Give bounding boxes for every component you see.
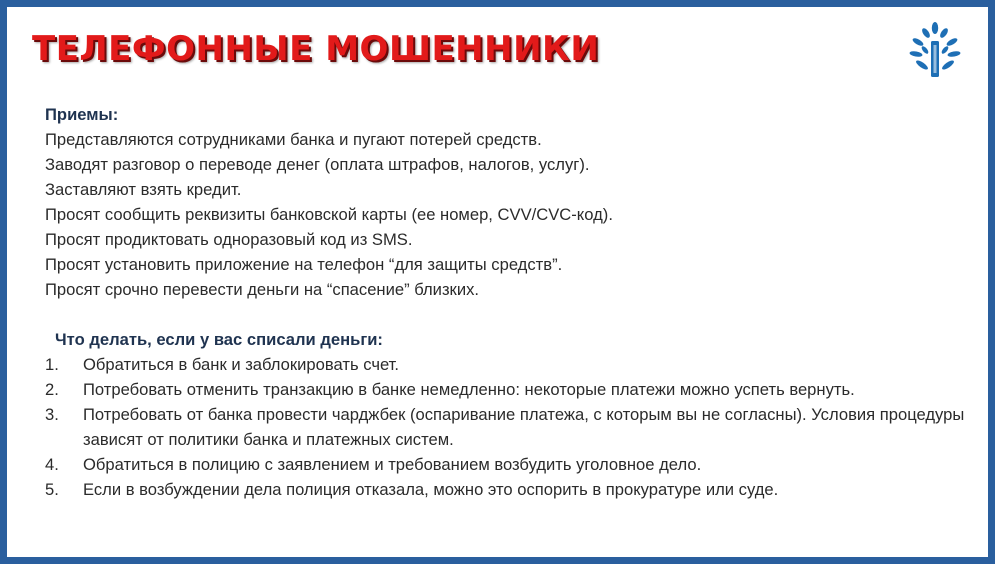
step-text: Обратиться в полицию с заявлением и требованием возбудить уголовное дело. <box>83 455 702 474</box>
method-item: Просят продиктовать одноразовый код из SMS. <box>45 230 413 249</box>
step-number: 5. <box>45 480 59 499</box>
action-step <box>45 402 965 452</box>
action-step <box>45 352 965 377</box>
action-step <box>45 377 965 402</box>
actions-list <box>45 352 965 502</box>
step-text: Обратиться в банк и заблокировать счет. <box>83 355 400 374</box>
slide-title: ТЕЛЕФОННЫЕ МОШЕННИКИ <box>32 29 600 69</box>
slide-content <box>45 102 965 502</box>
method-item: Заставляют взять кредит. <box>45 180 242 199</box>
method-item: Просят установить приложение на телефон “для защиты средств”. <box>45 255 563 274</box>
step-text: Потребовать от банка провести чарджбек (оспаривание платежа, с которым вы не согласны). Условия процедуры зависят от политики банка и платежных систем. <box>83 405 965 449</box>
slide <box>7 7 988 557</box>
step-text: Потребовать отменить транзакцию в банке немедленно: некоторые платежи можно успеть вернуть. <box>83 380 855 399</box>
method-item: Заводят разговор о переводе денег (оплата штрафов, налогов, услуг). <box>45 155 590 174</box>
methods-heading: Приемы: <box>45 105 119 124</box>
step-number: 1. <box>45 355 59 374</box>
method-item: Просят срочно перевести деньги на “спасение” близких. <box>45 280 479 299</box>
method-item: Представляются сотрудниками банка и пугают потерей средств. <box>45 130 542 149</box>
bank-emblem-icon <box>908 21 962 79</box>
action-step <box>45 477 965 502</box>
step-number: 3. <box>45 405 59 424</box>
step-number: 4. <box>45 455 59 474</box>
step-number: 2. <box>45 380 59 399</box>
action-step <box>45 452 965 477</box>
method-item: Просят сообщить реквизиты банковской карты (ее номер, CVV/CVC-код). <box>45 205 613 224</box>
step-text: Если в возбуждении дела полиция отказала, можно это оспорить в прокуратуре или суде. <box>83 480 779 499</box>
actions-heading: Что делать, если у вас списали деньги: <box>55 330 383 349</box>
